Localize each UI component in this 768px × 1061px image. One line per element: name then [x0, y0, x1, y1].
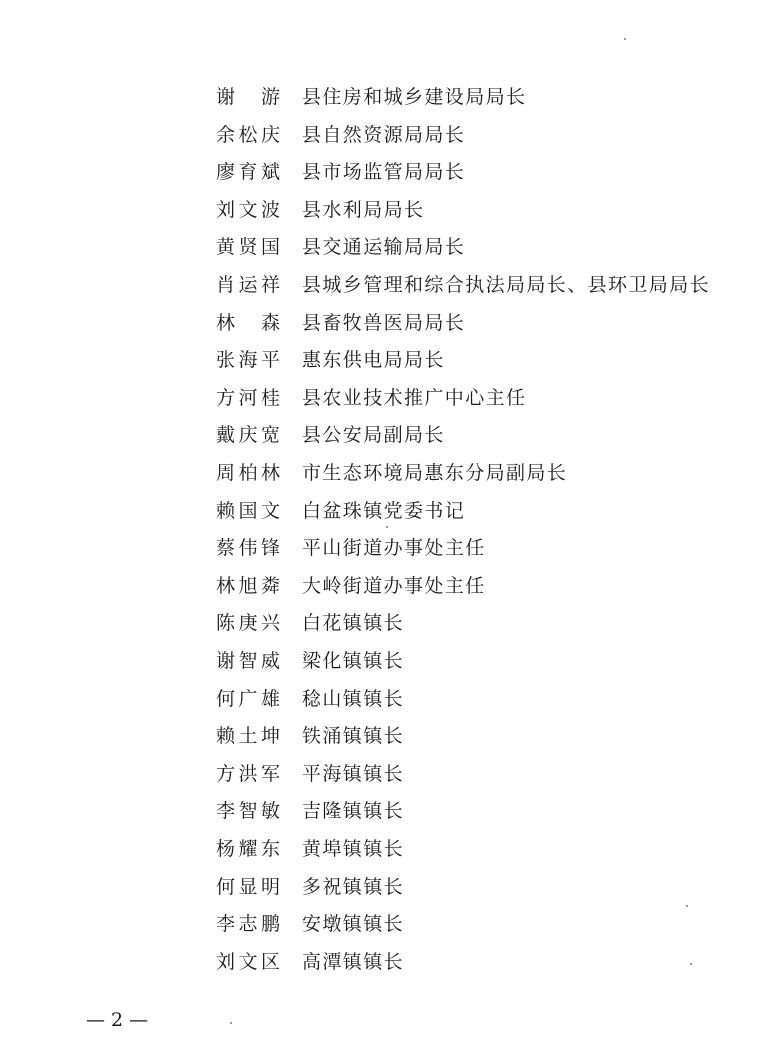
person-title: 县农业技术推广中心主任 — [302, 386, 527, 409]
person-title: 县交通运输局局长 — [302, 236, 466, 259]
person-title: 稔山镇镇长 — [302, 687, 405, 710]
person-name: 林旭粦 — [216, 574, 280, 597]
person-title: 白花镇镇长 — [302, 612, 405, 635]
roster-row — [0, 417, 768, 454]
roster-row — [0, 869, 768, 906]
scan-speck — [386, 526, 388, 528]
person-name: 黄贤国 — [216, 236, 280, 259]
person-title: 平山街道办事处主任 — [302, 537, 486, 560]
person-name: 蔡伟锋 — [216, 537, 280, 560]
roster-row — [0, 944, 768, 981]
person-name: 戴庆宽 — [216, 424, 280, 447]
roster-row — [0, 305, 768, 342]
person-name: 方河桂 — [216, 386, 280, 409]
person-name: 廖育斌 — [216, 161, 280, 184]
person-title: 多祝镇镇长 — [302, 875, 405, 898]
person-title: 吉隆镇镇长 — [302, 800, 405, 823]
roster-row — [0, 380, 768, 417]
roster-row — [0, 793, 768, 830]
roster-row — [0, 342, 768, 379]
roster-row — [0, 229, 768, 266]
person-title: 县公安局副局长 — [302, 424, 445, 447]
person-title: 平海镇镇长 — [302, 762, 405, 785]
person-title: 县城乡管理和综合执法局局长、县环卫局局长 — [302, 274, 711, 296]
person-name: 刘文波 — [216, 198, 280, 221]
person-title: 市生态环境局惠东分局副局长 — [302, 462, 568, 484]
person-name: 赖土坤 — [216, 725, 280, 748]
person-name: 余松庆 — [216, 123, 280, 146]
person-name: 杨耀东 — [216, 838, 280, 860]
roster-row — [0, 192, 768, 229]
person-name: 方洪军 — [216, 762, 280, 785]
person-title: 县住房和城乡建设局局长 — [302, 86, 527, 108]
roster-row — [0, 756, 768, 793]
roster-row — [0, 605, 768, 642]
roster-row — [0, 906, 768, 943]
person-name: 陈庚兴 — [216, 612, 280, 635]
person-title: 大岭街道办事处主任 — [302, 574, 486, 597]
person-name: 林 森 — [216, 311, 280, 334]
roster-row — [0, 154, 768, 191]
roster-row — [0, 718, 768, 755]
page-number: — 2 — — [86, 1009, 149, 1031]
person-title: 县市场监管局局长 — [302, 161, 466, 184]
person-title: 白盆珠镇党委书记 — [302, 499, 466, 522]
scan-speck — [624, 38, 626, 40]
roster-row — [0, 530, 768, 567]
roster-row — [0, 643, 768, 680]
scan-speck — [690, 963, 692, 965]
roster-row — [0, 117, 768, 154]
roster-row — [0, 267, 768, 304]
person-title: 县自然资源局局长 — [302, 123, 466, 146]
roster-row — [0, 831, 768, 868]
person-name: 谢 游 — [216, 86, 280, 108]
person-name: 周柏林 — [216, 462, 280, 484]
person-title: 安墩镇镇长 — [302, 913, 405, 936]
person-name: 肖运祥 — [216, 274, 280, 296]
person-name: 何广雄 — [216, 687, 280, 710]
roster-row — [0, 568, 768, 605]
person-title: 县畜牧兽医局局长 — [302, 311, 466, 334]
person-name: 张海平 — [216, 349, 280, 372]
person-name: 谢智威 — [216, 650, 280, 672]
roster-row — [0, 681, 768, 718]
person-title: 铁涌镇镇长 — [302, 725, 405, 748]
person-name: 刘文区 — [216, 950, 280, 973]
roster-row — [0, 455, 768, 492]
person-name: 李智敏 — [216, 800, 280, 823]
person-name: 赖国文 — [216, 499, 280, 522]
person-title: 高潭镇镇长 — [302, 950, 405, 973]
scan-speck — [230, 1022, 232, 1024]
roster-row — [0, 79, 768, 116]
person-title: 黄埠镇镇长 — [302, 838, 405, 860]
person-name: 何显明 — [216, 875, 280, 898]
person-title: 梁化镇镇长 — [302, 650, 405, 672]
person-name: 李志鹏 — [216, 913, 280, 936]
person-title: 县水利局局长 — [302, 198, 425, 221]
person-title: 惠东供电局局长 — [302, 349, 445, 372]
scan-speck — [686, 905, 688, 907]
roster-row — [0, 493, 768, 530]
